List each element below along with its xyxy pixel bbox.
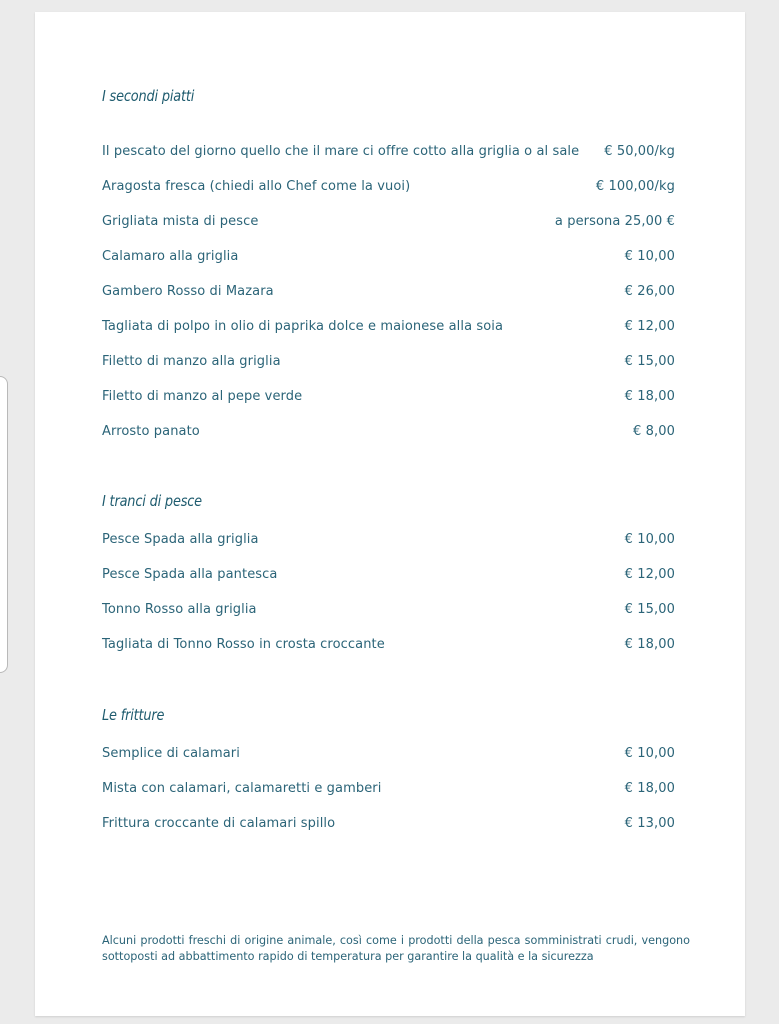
menu-item [102, 354, 675, 389]
item-price: € 10,00 [624, 532, 675, 547]
item-price: € 100,00/kg [595, 179, 675, 194]
item-price: € 12,00 [624, 319, 675, 334]
item-name: Gambero Rosso di Mazara [102, 284, 274, 299]
menu-item [102, 249, 675, 284]
section-title-fritture: Le fritture [102, 706, 165, 724]
item-price: € 12,00 [624, 567, 675, 582]
item-price: € 50,00/kg [604, 144, 675, 159]
item-name: Arrosto panato [102, 424, 200, 439]
tranci-di-pesce-list [102, 532, 675, 672]
menu-item [102, 424, 675, 459]
item-price: € 15,00 [624, 354, 675, 369]
item-price: € 18,00 [624, 637, 675, 652]
secondi-piatti-list [102, 144, 675, 459]
menu-item [102, 319, 675, 354]
menu-item [102, 781, 675, 816]
item-name: Pesce Spada alla pantesca [102, 567, 278, 582]
item-price: € 26,00 [624, 284, 675, 299]
item-name: Tonno Rosso alla griglia [102, 602, 257, 617]
item-name: Mista con calamari, calamaretti e gamberi [102, 781, 382, 796]
item-name: Tagliata di Tonno Rosso in crosta croccante [102, 637, 385, 652]
menu-item [102, 637, 675, 672]
item-name: Filetto di manzo al pepe verde [102, 389, 303, 404]
item-price: € 18,00 [624, 781, 675, 796]
fritture-list [102, 746, 675, 851]
item-price: a persona 25,00 € [554, 214, 675, 229]
item-name: Tagliata di polpo in olio di paprika dolce e maionese alla soia [102, 319, 504, 334]
item-name: Semplice di calamari [102, 746, 240, 761]
menu-item [102, 389, 675, 424]
item-price: € 10,00 [624, 249, 675, 264]
menu-item [102, 746, 675, 781]
item-price: € 15,00 [624, 602, 675, 617]
item-name: Pesce Spada alla griglia [102, 532, 259, 547]
footnote: Alcuni prodotti freschi di origine animale, così come i prodotti della pesca somministrati crudi, vengono sottoposti ad abbattimento rapido di temperatura per garantire la qualità e la sicurezza [102, 934, 690, 963]
menu-item [102, 284, 675, 319]
menu-page [35, 12, 745, 1016]
item-name: Aragosta fresca (chiedi allo Chef come la vuoi) [102, 179, 411, 194]
menu-item [102, 214, 675, 249]
item-name: Calamaro alla griglia [102, 249, 239, 264]
item-price: € 18,00 [624, 389, 675, 404]
section-title-secondi-piatti: I secondi piatti [102, 87, 195, 105]
menu-item [102, 144, 675, 179]
item-price: € 13,00 [624, 816, 675, 831]
menu-item [102, 602, 675, 637]
menu-item [102, 179, 675, 214]
menu-item [102, 567, 675, 602]
side-panel-handle[interactable] [0, 376, 8, 673]
item-name: Frittura croccante di calamari spillo [102, 816, 336, 831]
menu-item [102, 532, 675, 567]
item-name: Il pescato del giorno quello che il mare ci offre cotto alla griglia o al sale [102, 144, 580, 159]
item-name: Grigliata mista di pesce [102, 214, 259, 229]
menu-item [102, 816, 675, 851]
item-price: € 8,00 [633, 424, 675, 439]
item-name: Filetto di manzo alla griglia [102, 354, 281, 369]
item-price: € 10,00 [624, 746, 675, 761]
section-title-tranci-di-pesce: I tranci di pesce [102, 492, 202, 510]
